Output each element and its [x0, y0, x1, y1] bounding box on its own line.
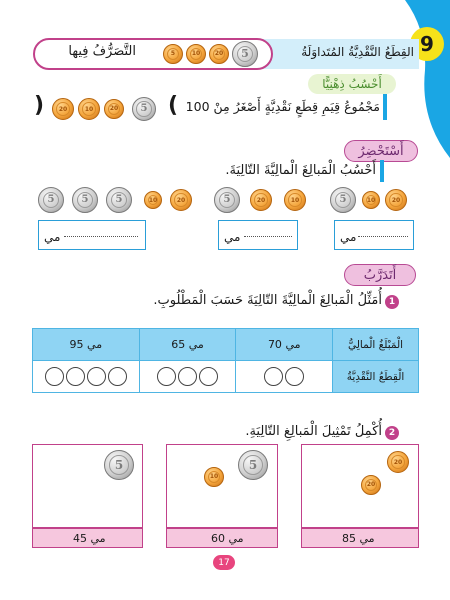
silver-coin-icon: 5 [238, 450, 268, 480]
paren-open: ( [168, 93, 179, 118]
gold-coin-icon: 10 [204, 467, 224, 487]
silver-coin-icon: 5 [330, 187, 356, 213]
practice-tag: أَتَدَرَّبُ [344, 264, 416, 286]
gold-coin-icon: 10 [186, 44, 206, 64]
empty-coin-slot[interactable] [199, 367, 218, 386]
empty-coin-slot[interactable] [108, 367, 127, 386]
coins-cell[interactable] [139, 361, 236, 393]
paren-close: ) [34, 93, 45, 118]
panel-amount: 45 مي [32, 528, 143, 548]
gold-coin-icon: 10 [78, 98, 100, 120]
gold-coin-icon: 20 [387, 451, 409, 473]
answer-dots [244, 236, 292, 237]
amount-cell: 70 مي [236, 329, 333, 361]
silver-coin-icon: 5 [106, 187, 132, 213]
empty-coin-slot[interactable] [264, 367, 283, 386]
gold-coin-icon: 20 [385, 189, 407, 211]
gold-coin-icon: 10 [362, 191, 380, 209]
silver-coin-icon: 5 [104, 450, 134, 480]
row-header-amount: الْمَبْلَغُ الْمالِيُّ [333, 329, 419, 361]
coins-cell[interactable] [236, 361, 333, 393]
silver-coin-icon: 5 [132, 97, 156, 121]
panel-amount: 60 مي [166, 528, 278, 548]
amount-cell: 95 مي [33, 329, 140, 361]
answer-unit: مي [340, 230, 357, 244]
empty-coin-slot[interactable] [45, 367, 64, 386]
answer-unit: مي [44, 230, 61, 244]
silver-coin-icon: 5 [72, 187, 98, 213]
empty-coin-slot[interactable] [87, 367, 106, 386]
silver-coin-icon: 5 [38, 187, 64, 213]
gold-coin-icon: 20 [170, 189, 192, 211]
gold-coin-icon: 20 [52, 98, 74, 120]
exercise-2-instruction: أُكْمِلُ تَمْثِيلَ الْمَبالِغِ التّالِيَةِ. [245, 424, 382, 439]
gold-coin-icon: 5 [163, 44, 183, 64]
lesson-title: القِطَعُ النَّقْدِيَّةُ المُتَداوَلَةُ [301, 45, 414, 59]
gold-coin-icon: 10 [284, 189, 306, 211]
recall-tag: أَسْتَحْضِرُ [344, 140, 418, 162]
row-header-coins: الْقِطَعُ النَّقْدِيَّةُ [333, 361, 419, 393]
gold-coin-icon: 20 [250, 189, 272, 211]
empty-coin-slot[interactable] [285, 367, 304, 386]
amounts-table [32, 328, 419, 393]
page-number: 17 [213, 555, 235, 570]
recall-instruction: أَحْسُبُ الْمَبالِغَ الْمالِيَّةَ التّالِيَةَ. [225, 163, 376, 178]
mental-calc-bar [383, 94, 387, 120]
gold-coin-icon: 10 [144, 191, 162, 209]
empty-coin-slot[interactable] [178, 367, 197, 386]
amount-cell: 65 مي [139, 329, 236, 361]
unit-number-badge: 9 [410, 27, 444, 61]
corner-decoration [395, 0, 450, 160]
empty-coin-slot[interactable] [157, 367, 176, 386]
gold-coin-icon: 20 [104, 99, 124, 119]
exercise-1-bullet: 1 [385, 295, 399, 309]
exercise-2-bullet: 2 [385, 426, 399, 440]
gold-coin-icon: 20 [361, 475, 381, 495]
gold-coin-icon: 20 [209, 44, 229, 64]
answer-unit: مي [224, 230, 241, 244]
lesson-subtitle: التَّصَرُّفُ فِيها [68, 44, 136, 59]
mental-calc-text: مَجْمُوعُ قِيَمِ قِطَعٍ نَقْدِيَّةٍ أَصْغَرُ مِنْ 100 [185, 99, 380, 114]
panel-amount: 85 مي [301, 528, 419, 548]
recall-bar [380, 160, 384, 182]
silver-coin-icon: 5 [232, 41, 258, 67]
empty-coin-slot[interactable] [66, 367, 85, 386]
exercise-1-instruction: أُمَثِّلُ الْمَبالِغَ الْمالِيَّةَ التّالِيَةَ حَسَبَ الْمَطْلُوبِ. [153, 293, 382, 308]
silver-coin-icon: 5 [214, 187, 240, 213]
answer-dots [64, 236, 138, 237]
answer-dots [358, 236, 408, 237]
coins-cell[interactable] [33, 361, 140, 393]
mental-calc-tag: أَحْسُبُ ذِهْنِيًّا [308, 74, 396, 94]
